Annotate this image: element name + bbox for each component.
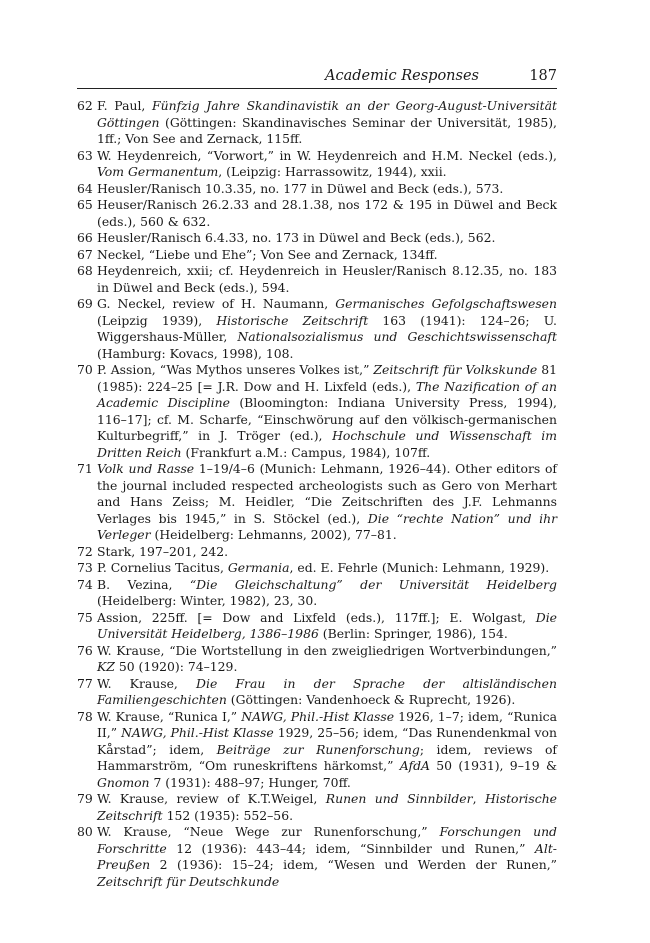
book-page [77,66,557,890]
text-run: 2 (1936): 15–24; idem, “Wesen und Werden der Runen,” [150,857,557,872]
footnote-text [97,148,557,180]
text-run: , [472,791,485,806]
text-run: , ed. E. Fehrle (Munich: Lehmann, 1929). [289,560,550,575]
footnote-text [97,181,503,196]
page-number: 187 [529,68,557,84]
footnote-number: 65 [77,197,93,212]
footnote-text [97,362,557,460]
footnote-text [97,577,557,609]
footnote-66 [77,230,557,247]
footnote-text [97,461,557,542]
text-run: W. Krause, “Neue Wege zur Runenforschung,” [97,824,440,839]
text-run: 7 (1931): 488–97; Hunger, 70ff. [149,774,351,790]
footnote-text [97,676,557,708]
text-run: (Göttingen: Skandinavisches Seminar der Universität, 1985), 1ff.; Von See and Zernack, 115ff. [97,114,557,146]
text-run: B. Vezina, [97,576,190,592]
italic-title: NAWG, Phil.-Hist Klasse [241,708,395,724]
text-run: 50 (1931), 9–19 & [429,758,557,773]
footnote-70 [77,362,557,461]
footnote-74 [77,577,557,610]
text-run: W. Krause, [97,675,197,691]
footnote-number: 64 [77,180,93,196]
footnote-80 [77,824,557,890]
footnote-text [97,791,557,823]
text-run: ; idem, reviews of Hammarström, “Om runeskriftens härkomst,” [97,741,558,773]
italic-title: Historische Zeitschrift [97,791,558,823]
footnote-number: 73 [77,560,93,575]
italic-title: Volk und Rasse [97,461,195,476]
text-run: W. Krause, review of K.T.Weigel, [97,791,326,806]
footnote-number: 80 [77,824,93,839]
footnote-69 [77,296,557,362]
footnote-73 [77,560,557,577]
italic-title: Runen und Sinnbilder [325,791,473,806]
footnote-text [97,296,557,361]
footnote-number: 71 [77,461,93,476]
text-run: Heusler/Ranisch 10.3.35, no. 177 in Düwel and Beck (eds.), 573. [97,180,504,196]
text-run: 1–19/4–6 (Munich: Lehmann, 1926–44). Other editors of the journal included respected archeologists such as Gero von Merhart and Hans Zeiss; M. Heidler, “Die Zeitschriften des J.F. Lehmanns Verlages bis 1945,” in S. Stöckel (ed.), [97,461,557,526]
footnote-text [97,709,557,790]
italic-title: Germania [227,560,290,575]
text-run: 163 (1941): 124–26; U. Wiggershaus-Müller, [97,312,557,344]
text-run: Heydenreich, xxii; cf. Heydenreich in Heusler/Ranisch 8.12.35, no. 183 in Düwel and Beck (eds.), 594. [97,263,557,295]
footnote-number: 77 [77,675,93,691]
text-run: (Heidelberg: Winter, 1982), 23, 30. [97,593,318,608]
footnote-number: 78 [77,708,93,724]
text-run: Neckel, “Liebe und Ehe”; Von See and Zernack, 134ff. [97,246,438,262]
text-run: W. Krause, “Die Wortstellung in den zweigliedrigen Wortverbindungen,” [97,642,557,658]
footnote-71 [77,461,557,544]
italic-title: Die Frau in der Sprache der altisländischen Familiengeschichten [97,675,557,707]
footnote-63 [77,148,557,181]
italic-title: Alt-Preußen [97,840,557,872]
italic-title: Zeitschrift für Deutschkunde [97,873,280,889]
footnote-64 [77,181,557,198]
footnotes-list [77,98,557,890]
italic-title: Germanisches Gefolgschaftswesen [335,296,557,311]
text-run: Heusler/Ranisch 6.4.33, no. 173 in Düwel and Beck (eds.), 562. [97,230,496,245]
text-run: (Leipzig 1939), [97,312,217,328]
text-run: Stark, 197–201, 242. [97,543,229,559]
footnote-67 [77,247,557,264]
italic-title: Hochschule und Wissenschaft im Dritten Reich [97,428,557,460]
text-run: 81 (1985): 224–25 [= J.R. Dow and H. Lixfeld (eds.), [97,362,557,394]
footnote-text [97,197,557,229]
italic-title: Beiträge zur Runenforschung [216,741,420,757]
italic-title: The Nazification of an Academic Discipline [97,378,557,410]
text-run: F. Paul, [97,98,153,113]
footnote-text [97,263,557,295]
italic-title: Vom Germanentum [97,164,219,179]
footnote-79 [77,791,557,824]
text-run: P. Cornelius Tacitus, [97,560,228,575]
footnote-77 [77,676,557,709]
italic-title: Gnomon [97,774,150,790]
running-header [77,66,557,89]
footnote-text [97,98,557,146]
footnote-68 [77,263,557,296]
italic-title: Die “rechte Nation” und ihr Verleger [97,510,557,542]
text-run: 12 (1936): 443–44; idem, “Sinnbilder und Runen,” [166,840,535,856]
text-run: W. Heydenreich, “Vorwort,” in W. Heydenreich and H.M. Neckel (eds.), [97,147,557,163]
italic-title: Zeitschrift für Volkskunde [373,362,538,377]
footnote-number: 79 [77,791,93,806]
footnote-number: 75 [77,609,93,625]
text-run: 1929, 25–56; idem, “Das Runendenkmal von Kårstad”; idem, [97,725,557,757]
text-run: , (Leipzig: Harrassowitz, 1944), xxii. [218,164,447,179]
text-run: (Hamburg: Kovacs, 1998), 108. [97,345,294,361]
footnote-62 [77,98,557,148]
text-run: 50 (1920): 74–129. [114,659,238,674]
footnote-text [97,824,557,889]
italic-title: “Die Gleichschaltung” der Universität Heidelberg [189,576,557,592]
running-title: Academic Responses [325,68,479,84]
text-run: Assion, 225ff. [= Dow and Lixfeld (eds.), 117ff.]; E. Wolgast, [97,609,536,625]
text-run: (Bloomington: Indiana University Press, 1994), 116–17]; cf. M. Scharfe, “Einschwörung auf den völkisch-germanischen Kulturbegriff,” in J. Tröger (ed.), [97,395,557,443]
italic-title: AfdA [399,758,430,773]
footnote-text [97,643,557,675]
text-run: (Heidelberg: Lehmanns, 2002), 77–81. [150,527,397,542]
footnote-number: 70 [77,362,93,377]
italic-title: Forschungen und Forschritte [97,824,557,856]
text-run: G. Neckel, review of H. Naumann, [97,296,336,311]
footnote-65 [77,197,557,230]
footnote-number: 63 [77,147,93,163]
text-run: 152 (1935): 552–56. [162,807,294,823]
italic-title: KZ [97,659,115,674]
footnote-text [97,247,438,262]
text-run: P. Assion, “Was Mythos unseres Volkes ist,” [97,362,374,377]
italic-title: Historische Zeitschrift [216,312,369,328]
footnote-number: 62 [77,98,93,113]
text-run: W. Krause, “Runica I,” [97,708,242,724]
footnote-number: 67 [77,246,93,262]
footnote-text [97,230,495,245]
footnote-text [97,560,549,575]
footnote-text [97,544,228,559]
italic-title: Nationalsozialismus und Geschichtswissenschaft [237,329,557,344]
text-run: (Frankfurt a.M.: Campus, 1984), 107ff. [181,444,431,460]
footnote-number: 74 [77,576,93,592]
footnote-75 [77,610,557,643]
footnote-78 [77,709,557,792]
text-run: 1926, 1–7; idem, “Runica II,” [97,708,557,740]
footnote-number: 76 [77,642,93,658]
footnote-number: 68 [77,263,93,278]
footnote-76 [77,643,557,676]
footnote-number: 72 [77,543,93,559]
footnote-text [97,610,557,642]
italic-title: Fünfzig Jahre Skandinavistik an der Georg-August-Universität Göttingen [97,98,557,130]
italic-title: NAWG, Phil.-Hist Klasse [121,725,274,740]
italic-title: Die Universität Heidelberg, 1386–1986 [97,609,557,641]
text-run: Heuser/Ranisch 26.2.33 and 28.1.38, nos 172 & 195 in Düwel and Beck (eds.), 560 & 632. [97,197,557,229]
footnote-number: 66 [77,230,93,245]
footnote-number: 69 [77,296,93,311]
footnote-72 [77,544,557,561]
text-run: (Berlin: Springer, 1986), 154. [318,626,508,641]
text-run: (Göttingen: Vandenhoeck & Ruprecht, 1926). [226,692,516,707]
